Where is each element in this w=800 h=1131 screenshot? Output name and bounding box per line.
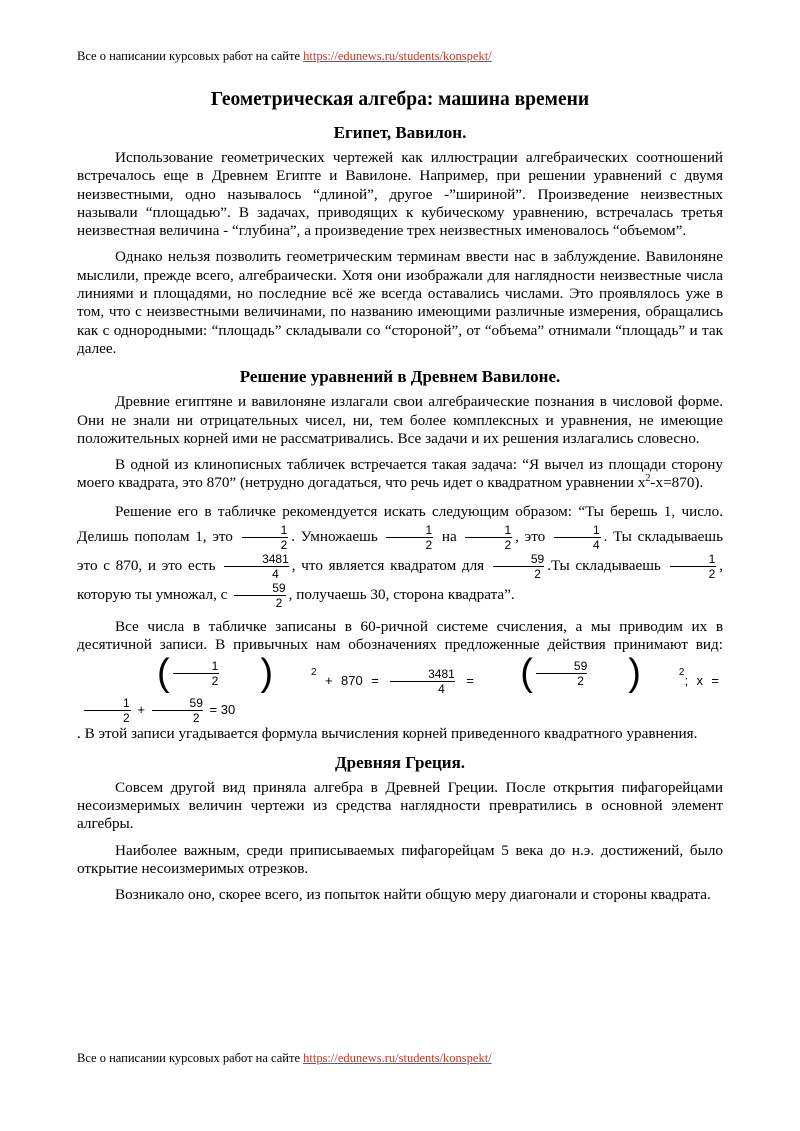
paragraph: Совсем другой вид приняла алгебра в Древней Греции. После открытия пифагорейцами несоизмеримых величин чертежи из средства наглядности превратились в основной элемент алгебры.	[77, 778, 723, 833]
footer-link[interactable]: https://edunews.ru/students/konspekt/	[303, 1051, 492, 1065]
fraction-1-2: $\frac{1}{2}$	[242, 523, 289, 552]
footer-prefix: Все о написании курсовых работ на сайте	[77, 1051, 304, 1065]
paragraph: Возникало оно, скорее всего, из попыток найти общую меру диагонали и стороны квадрата.	[115, 886, 711, 904]
section-heading-babylon: Решение уравнений в Древнем Вавилоне.	[239, 367, 561, 387]
paragraph: Использование геометрических чертежей как иллюстрации алгебраических соотношений встречалось еще в Древнем Египте и Вавилоне. Например, при решении уравнений с двумя неизвестными, одно называлось “длиной”, другое -”шириной”. Произведение неизвестных называли “площадью”. В задачах, приводящих к кубическому уравнению, встречалась третья неизвестная величина - “глубина”, а произведение трех неизвестных именовалось “объемом”.	[77, 149, 723, 240]
page-footer	[77, 1051, 492, 1066]
header-link[interactable]: https://edunews.ru/students/konspekt/	[303, 49, 492, 63]
paragraph-solution: Решение его в табличке рекомендуется искать следующим образом: “Ты берешь 1, число. Делишь пополам 1, это $\frac{1}{2}$ . Умножаешь $\frac{1}{2}$ на $\frac{1}{2}$ , это $\frac{1}{4}$ . Ты складываешь это с 870, и это есть $\frac{3481}{4}$ , что является квадратом для $\frac{59}{2}$ .Ты складываешь $\frac{1}{2}$ , которую ты умножал, с $\frac{59}{2}$ , получаешь 30, сторона квадрата”.	[77, 502, 724, 610]
header-prefix: Все о написании курсовых работ на сайте	[77, 49, 304, 63]
section-heading-egypt: Египет, Вавилон.	[333, 123, 467, 142]
fraction-1-4: $\frac{1}{4}$	[554, 523, 601, 552]
paragraph: Наиболее важным, среди приписываемых пифагорейцам 5 века до н.э. достижений, было открытие несоизмеримых отрезков.	[77, 841, 723, 877]
paragraph: Однако нельзя позволить геометрическим терминам ввести нас в заблуждение. Вавилоняне мыслили, прежде всего, алгебраически. Хотя они изображали для наглядности неизвестные числа линиями и площадями, но последние всё же всегда оставались числами. Это проявлялось уже в том, что с неизвестными величинами, по названию имеющими различные измерения, обращались как с однородными: “площадь” складывали со “стороной”, от “объема” отнимали “площадь” и так далее.	[77, 248, 723, 357]
quadratic-formula: ( $\frac{1}{2}$ ) 2 + 870 = $\frac{3481}{4}$ = ( $\frac{59}{2}$ ) 2 ; x = $\frac{1}{2}$ + $\frac{59}{2}$ = 30	[81, 654, 719, 725]
page-title: Геометрическая алгебра: машина времени	[210, 89, 590, 110]
fraction-1-2: $\frac{1}{2}$	[670, 552, 717, 581]
page-header	[77, 49, 492, 64]
fraction-59-2: $\frac{59}{2}$	[493, 552, 544, 581]
fraction-3481-4: $\frac{3481}{4}$	[224, 552, 289, 581]
fraction-1-2: $\frac{1}{2}$	[465, 523, 512, 552]
document-body	[77, 88, 723, 912]
paragraph: Древние египтяне и вавилоняне излагали свои алгебраические познания в числовой форме. Они не знали ни отрицательных чисел, ни, тем более комплексных и уравнения, не имеющие положительных корней ими не рассматривались. Все задачи и их решения излагались словесно.	[77, 393, 723, 447]
paragraph: В одной из клинописных табличек встречается такая задача: “Я вычел из площади сторону моего квадрата, это 870” (нетрудно догадаться, что речь идет о квадратном уравнении $x^2-x=870$).	[77, 456, 723, 492]
paragraph-formula: Все числа в табличке записаны в 60-ричной системе счисления, а мы приводим их в десятичной записи. В привычных нам обозначениях предложенные действия принимают вид: ( $\frac{1}{2}$ ) 2 + 870 = $\frac{3481}{4}$ = ( $\frac{59}{2}$ ) 2 ; x = $\frac{1}{2}$ + $\frac{59}{2}$ = 30. В этой записи угадывается формула вычисления корней приведенного квадратного уравнения.	[77, 617, 723, 743]
fraction-59-2: $\frac{59}{2}$	[234, 581, 285, 610]
section-heading-greece: Древняя Греция.	[334, 752, 466, 772]
fraction-1-2: $\frac{1}{2}$	[386, 523, 433, 552]
